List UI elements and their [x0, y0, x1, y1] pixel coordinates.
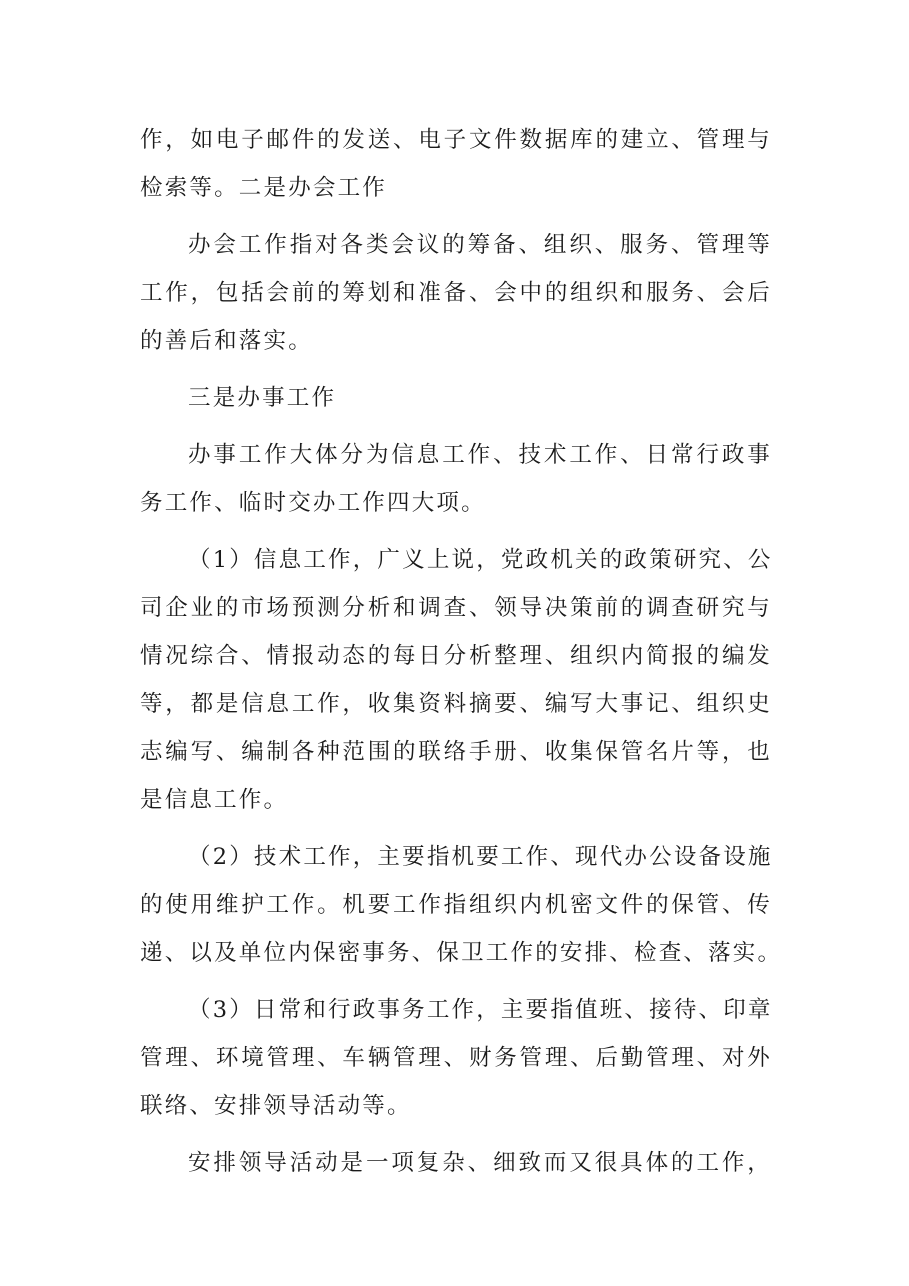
text-line: 的使用维护工作。机要工作指组织内机密文件的保管、传: [140, 892, 772, 918]
paragraph-first-line: 办事工作大体分为信息工作、技术工作、日常行政事: [188, 442, 772, 468]
text-line: 是信息工作。: [140, 787, 289, 813]
text-line: 联络、安排领导活动等。: [140, 1093, 412, 1119]
paragraph-first-line: 安排领导活动是一项复杂、细致而又很具体的工作，: [188, 1150, 772, 1176]
paragraph-first-line: 办会工作指对各类会议的筹备、组织、服务、管理等: [188, 232, 772, 258]
text-line: 务工作、临时交办工作四大项。: [140, 490, 486, 516]
section-heading: 三是办事工作: [188, 385, 337, 411]
text-line: 检索等。二是办会工作: [140, 175, 388, 201]
text-line: 司企业的市场预测分析和调查、领导决策前的调查研究与: [140, 595, 772, 621]
text-line: 作，如电子邮件的发送、电子文件数据库的建立、管理与: [140, 127, 772, 153]
text-line: 等，都是信息工作，收集资料摘要、编写大事记、组织史: [140, 691, 772, 717]
text-line: 管理、环境管理、车辆管理、财务管理、后勤管理、对外: [140, 1045, 772, 1071]
document-body: [140, 116, 783, 1187]
text-line: 递、以及单位内保密事务、保卫工作的安排、检查、落实。: [140, 940, 783, 966]
paragraph-first-line: （1）信息工作，广义上说，党政机关的政策研究、公: [188, 547, 773, 573]
text-line: 工作，包括会前的筹划和准备、会中的组织和服务、会后: [140, 280, 772, 306]
text-line: 志编写、编制各种范围的联络手册、收集保管名片等，也: [140, 739, 772, 765]
text-line: 情况综合、情报动态的每日分析整理、组织内简报的编发: [140, 643, 772, 669]
paragraph-first-line: （2）技术工作，主要指机要工作、现代办公设备设施: [188, 844, 773, 870]
paragraph-first-line: （3）日常和行政事务工作，主要指值班、接待、印章: [188, 997, 773, 1023]
text-line: 的善后和落实。: [140, 328, 313, 354]
